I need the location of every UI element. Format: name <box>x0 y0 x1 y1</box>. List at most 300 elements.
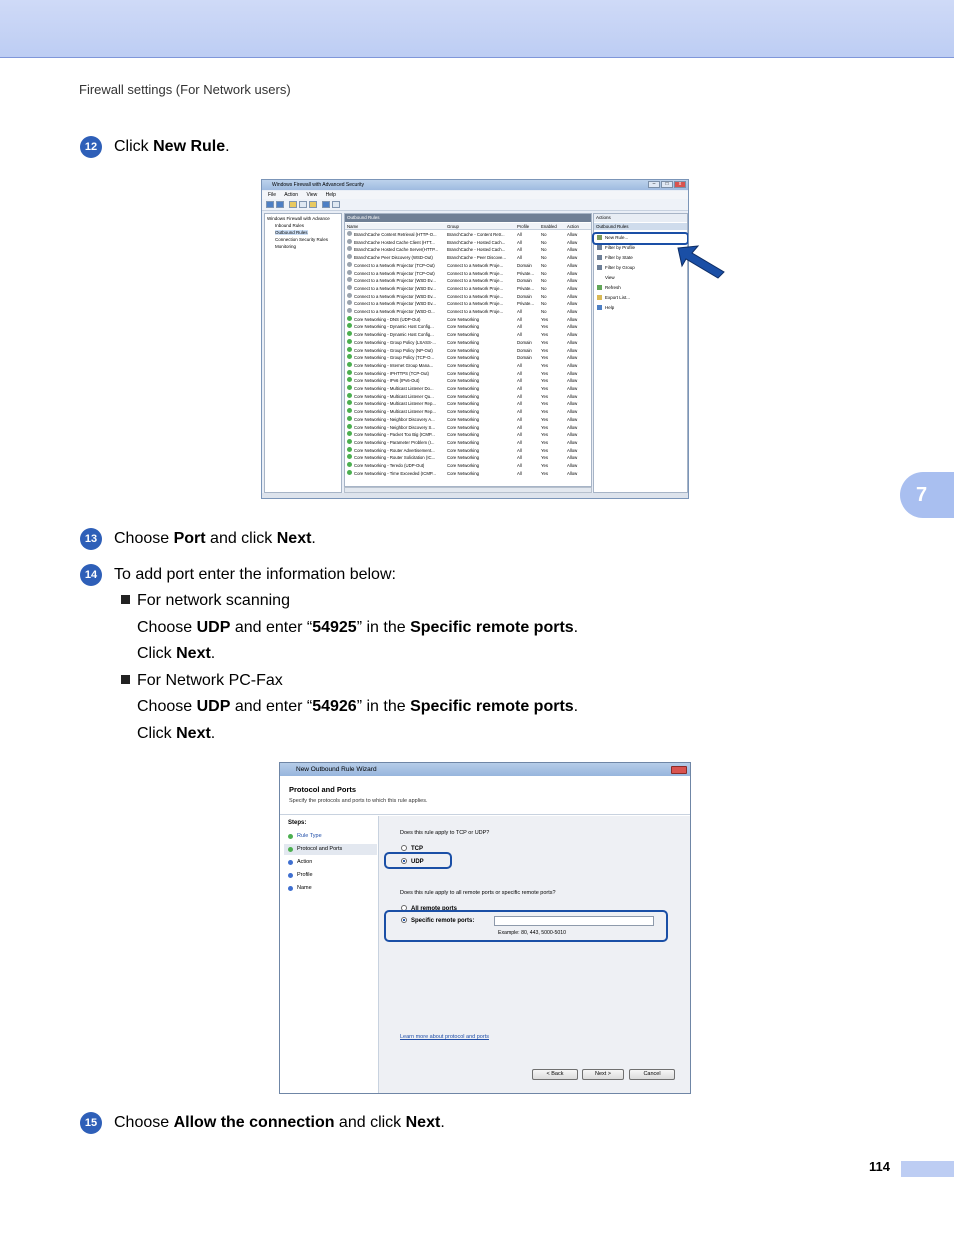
rule-enabled-icon <box>347 339 352 344</box>
table-cell: BranchCache Content Retrieval (HTTP-O... <box>354 232 437 237</box>
rule-enabled-icon <box>347 385 352 390</box>
table-cell: Core Networking <box>447 362 480 368</box>
table-cell: Allow <box>567 339 578 345</box>
table-cell: Yes <box>541 316 549 322</box>
table-cell: Allow <box>567 301 578 307</box>
rule-enabled-icon <box>347 462 352 467</box>
wizard-header <box>280 777 690 815</box>
table-row <box>345 424 591 432</box>
table-cell: All <box>517 424 522 430</box>
table-cell: Core Networking <box>447 409 480 415</box>
table-cell: Allow <box>567 439 578 445</box>
table-cell: All <box>517 393 522 399</box>
table-cell: Core Networking <box>447 355 480 361</box>
actions-title: Actions <box>594 214 687 222</box>
wizard-title: New Outbound Rule Wizard <box>280 763 690 776</box>
table-cell: All <box>517 447 522 453</box>
close-icon <box>671 766 687 774</box>
table-cell: Allow <box>567 447 578 453</box>
table-cell: Core Networking - IPHTTPS (TCP-Out) <box>354 370 429 376</box>
table-cell: Allow <box>567 324 578 330</box>
wizard-subheading: Specify the protocols and ports to which this rule applies. <box>289 798 428 804</box>
steps-label: Steps: <box>288 820 307 826</box>
table-row <box>345 416 591 424</box>
table-cell: Yes <box>541 370 549 376</box>
grid-icon <box>299 201 307 208</box>
table-cell: Connect to a Network Proje... <box>447 262 504 268</box>
action-help: Help <box>597 305 614 310</box>
table-cell: BranchCache - Content Retr... <box>447 232 505 237</box>
column-profile: Profile <box>517 224 530 229</box>
table-cell: Core Networking - Group Policy (TCP-O... <box>354 355 434 361</box>
table-row <box>345 400 591 408</box>
rule-enabled-icon <box>347 454 352 459</box>
panel-icon <box>332 201 340 208</box>
table-cell: Allow <box>567 378 578 384</box>
page-number-band <box>901 1161 954 1177</box>
table-row <box>345 300 591 308</box>
bullet-icon <box>121 595 130 604</box>
table-cell: No <box>541 285 547 291</box>
table-cell: Core Networking <box>447 416 480 422</box>
wizard-step-profile: Profile <box>284 870 377 881</box>
step-text: Click New Rule. <box>114 138 230 155</box>
toolbar <box>262 199 688 211</box>
table-cell: Core Networking <box>447 470 480 476</box>
column-enabled: Enabled <box>541 224 557 229</box>
chapter-tab: 7 <box>900 472 954 518</box>
table-cell: Core Networking <box>447 447 480 453</box>
table-row <box>345 454 591 462</box>
table-cell: Domain <box>517 278 532 284</box>
table-cell: Core Networking - DNS (UDP-Out) <box>354 316 421 322</box>
rules-panel-title: Outbound Rules <box>345 214 591 222</box>
next-button: Next > <box>582 1069 624 1080</box>
table-cell: Allow <box>567 332 578 338</box>
table-cell: All <box>517 409 522 415</box>
rule-disabled-icon <box>347 300 352 305</box>
table-cell: Yes <box>541 347 549 353</box>
action-filter-state: Filter by State <box>597 255 633 260</box>
maximize-icon: □ <box>661 181 673 188</box>
table-cell: Yes <box>541 432 549 438</box>
rule-enabled-icon <box>347 377 352 382</box>
table-cell: Yes <box>541 416 549 422</box>
rule-enabled-icon <box>347 323 352 328</box>
table-cell: All <box>517 316 522 322</box>
tree-outbound-rules: Outbound Rules <box>275 230 308 235</box>
table-cell: Allow <box>567 309 578 314</box>
table-cell: No <box>541 247 547 253</box>
table-cell: Domain <box>517 355 532 361</box>
table-cell: Allow <box>567 424 578 430</box>
table-cell: Allow <box>567 232 578 237</box>
back-icon <box>266 201 274 208</box>
table-cell: Allow <box>567 463 578 468</box>
table-row <box>345 447 591 455</box>
table-cell: Connect to a Network Proje... <box>447 285 504 291</box>
table-cell: Private... <box>517 301 534 307</box>
table-cell: Core Networking - Internet Group Mana... <box>354 362 434 368</box>
table-cell: BranchCache Peer Discovery (WSD-Out) <box>354 255 433 261</box>
step-text: To add port enter the information below: <box>114 566 396 583</box>
table-cell: Core Networking - Group Policy (LSASS-... <box>354 339 436 345</box>
step-number: 14 <box>80 564 102 586</box>
table-cell: Yes <box>541 324 549 330</box>
table-cell: Connect to a Network Projector (WSD Ev... <box>354 301 436 307</box>
rule-enabled-icon <box>347 439 352 444</box>
rules-panel <box>344 213 592 487</box>
table-cell: Core Networking <box>447 378 480 384</box>
rule-enabled-icon <box>347 470 352 475</box>
table-row <box>345 270 591 278</box>
table-row <box>345 385 591 393</box>
action-refresh: Refresh <box>597 285 621 290</box>
table-cell: Core Networking <box>447 455 480 461</box>
table-row <box>345 323 591 331</box>
pointer-arrow-icon <box>676 244 726 280</box>
status-bar <box>262 493 688 498</box>
table-cell: All <box>517 370 522 376</box>
table-row <box>345 239 591 247</box>
table-cell: Connect to a Network Proje... <box>447 270 504 276</box>
table-cell: Core Networking - Router Advertisement... <box>354 447 435 453</box>
minimize-icon: – <box>648 181 660 188</box>
table-cell: Allow <box>567 316 578 322</box>
rule-disabled-icon <box>347 239 352 244</box>
step-number: 15 <box>80 1112 102 1134</box>
table-cell: Connect to a Network Proje... <box>447 278 504 284</box>
table-cell: All <box>517 239 522 245</box>
rule-enabled-icon <box>347 408 352 413</box>
table-cell: Core Networking - Group Policy (NP-Out) <box>354 347 433 353</box>
menu-view: View <box>306 192 318 198</box>
table-cell: Yes <box>541 393 549 399</box>
table-cell: Core Networking - Time Exceeded (ICMP... <box>354 470 436 476</box>
table-cell: No <box>541 262 547 268</box>
rule-enabled-icon <box>347 362 352 367</box>
table-cell: All <box>517 386 522 391</box>
scanning-click-next: Click Next. <box>137 645 216 662</box>
radio-all-remote-ports: All remote ports <box>401 905 457 912</box>
rule-disabled-icon <box>347 231 352 236</box>
table-row <box>345 339 591 347</box>
table-cell: Allow <box>567 247 578 253</box>
window-title: Windows Firewall with Advanced Security <box>262 180 688 190</box>
rule-enabled-icon <box>347 331 352 336</box>
table-cell: Core Networking <box>447 324 480 330</box>
table-cell: All <box>517 247 522 253</box>
table-cell: Allow <box>567 278 578 284</box>
table-cell: Allow <box>567 455 578 461</box>
scanning-instruction: Choose UDP and enter “54925” in the Specific remote ports. <box>137 619 579 636</box>
page-top-band <box>0 0 954 58</box>
radio-tcp-icon <box>401 845 407 851</box>
table-cell: Yes <box>541 339 549 345</box>
table-cell: Allow <box>567 401 578 407</box>
pcfax-click-next: Click Next. <box>137 725 216 742</box>
table-cell: Private... <box>517 285 534 291</box>
help-icon <box>322 201 330 208</box>
rule-disabled-icon <box>347 262 352 267</box>
table-cell: Allow <box>567 416 578 422</box>
table-cell: Core Networking - Multicast Listener Rep... <box>354 401 436 407</box>
table-row <box>345 277 591 285</box>
table-cell: BranchCache - Hosted Cach... <box>447 239 506 245</box>
menu-help: Help <box>325 192 336 198</box>
rule-disabled-icon <box>347 293 352 298</box>
table-cell: Yes <box>541 455 549 461</box>
table-cell: Allow <box>567 470 578 476</box>
table-cell: Yes <box>541 447 549 453</box>
wizard-step-name: Name <box>284 883 377 894</box>
table-row <box>345 316 591 324</box>
table-cell: Core Networking <box>447 370 480 376</box>
table-cell: Allow <box>567 393 578 399</box>
table-cell: Core Networking <box>447 347 480 353</box>
table-row <box>345 408 591 416</box>
table-cell: Allow <box>567 255 578 261</box>
table-cell: No <box>541 239 547 245</box>
question-remote-ports: Does this rule apply to all remote ports or specific remote ports? <box>400 890 556 896</box>
table-cell: No <box>541 293 547 299</box>
table-cell: Connect to a Network Projector (TCP-Out) <box>354 262 435 268</box>
table-row <box>345 308 591 316</box>
table-cell: Allow <box>567 370 578 376</box>
table-row <box>345 262 591 270</box>
table-cell: Allow <box>567 262 578 268</box>
table-cell: Core Networking - Teredo (UDP-Out) <box>354 463 425 468</box>
rule-enabled-icon <box>347 316 352 321</box>
table-cell: Allow <box>567 386 578 391</box>
action-filter-group: Filter by Group <box>597 265 635 270</box>
table-row <box>345 331 591 339</box>
export-icon <box>309 201 317 208</box>
rule-enabled-icon <box>347 447 352 452</box>
table-row <box>345 246 591 254</box>
table-cell: Yes <box>541 409 549 415</box>
firewall-window-screenshot <box>261 179 689 499</box>
table-cell: Allow <box>567 362 578 368</box>
rule-disabled-icon <box>347 277 352 282</box>
table-cell: Connect to a Network Projector (WSD Ev... <box>354 285 436 291</box>
table-cell: Domain <box>517 347 532 353</box>
table-cell: Core Networking - Packet Too Big (ICMP... <box>354 432 435 438</box>
tree-connection-security: Connection Security Rules <box>275 237 329 242</box>
cancel-button: Cancel <box>629 1069 675 1080</box>
table-cell: Allow <box>567 270 578 276</box>
table-cell: Connect to a Network Projector (TCP-Out) <box>354 270 435 276</box>
table-cell: Core Networking <box>447 332 480 338</box>
table-cell: Allow <box>567 239 578 245</box>
table-cell: Yes <box>541 332 549 338</box>
table-cell: Allow <box>567 347 578 353</box>
table-cell: BranchCache Hosted Cache Client (HTT... <box>354 239 435 245</box>
bullet-network-pc-fax: For Network PC-Fax <box>121 671 283 691</box>
rule-enabled-icon <box>347 424 352 429</box>
rule-enabled-icon <box>347 431 352 436</box>
table-row <box>345 439 591 447</box>
rule-enabled-icon <box>347 370 352 375</box>
table-row <box>345 254 591 262</box>
table-cell: Core Networking - Dynamic Host Config... <box>354 332 434 338</box>
menu-action: Action <box>284 192 299 198</box>
table-cell: Core Networking <box>447 316 480 322</box>
table-row <box>345 362 591 370</box>
table-cell: Yes <box>541 470 549 476</box>
table-row <box>345 393 591 401</box>
table-cell: Core Networking - Dynamic Host Config... <box>354 324 434 330</box>
actions-pane <box>593 213 688 493</box>
table-cell: No <box>541 309 547 314</box>
folder-icon <box>289 201 297 208</box>
rule-disabled-icon <box>347 254 352 259</box>
action-filter-profile: Filter by Profile <box>597 245 635 250</box>
table-cell: Allow <box>567 409 578 415</box>
table-cell: No <box>541 232 547 237</box>
table-cell: Domain <box>517 293 532 299</box>
table-cell: Yes <box>541 355 549 361</box>
table-cell: Core Networking <box>447 386 480 391</box>
table-cell: Connect to a Network Proje... <box>447 309 504 314</box>
column-group: Group <box>447 224 459 229</box>
specific-ports-highlight <box>384 910 668 942</box>
table-cell: No <box>541 270 547 276</box>
table-cell: No <box>541 255 547 261</box>
table-cell: Core Networking - Neighbor Discovery S... <box>354 424 435 430</box>
action-new-rule: New Rule... <box>597 235 628 240</box>
table-cell: Allow <box>567 293 578 299</box>
bullet-icon <box>121 675 130 684</box>
table-cell: All <box>517 362 522 368</box>
table-cell: Core Networking - Multicast Listener Qu... <box>354 393 434 399</box>
step-text: Choose Port and click Next. <box>114 530 316 547</box>
table-cell: Core Networking - Neighbor Discovery A... <box>354 416 435 422</box>
table-cell: Yes <box>541 463 549 468</box>
table-cell: Connect to a Network Projector (WSD-O... <box>354 309 435 314</box>
ports-example: Example: 80, 443, 5000-5010 <box>498 930 567 936</box>
tree-monitoring: Monitoring <box>275 244 297 249</box>
table-row <box>345 285 591 293</box>
table-cell: All <box>517 255 522 261</box>
table-cell: Core Networking - Parameter Problem (I... <box>354 439 435 445</box>
table-cell: Yes <box>541 362 549 368</box>
rule-enabled-icon <box>347 347 352 352</box>
table-cell: Domain <box>517 262 532 268</box>
table-row <box>345 293 591 301</box>
table-cell: All <box>517 324 522 330</box>
table-cell: Domain <box>517 339 532 345</box>
table-cell: Allow <box>567 285 578 291</box>
rule-disabled-icon <box>347 308 352 313</box>
bullet-network-scanning: For network scanning <box>121 591 290 611</box>
rule-enabled-icon <box>347 393 352 398</box>
rule-disabled-icon <box>347 270 352 275</box>
table-cell: All <box>517 463 522 468</box>
table-cell: Yes <box>541 439 549 445</box>
table-row <box>345 431 591 439</box>
table-cell: BranchCache - Peer Discove... <box>447 255 506 261</box>
rule-enabled-icon <box>347 354 352 359</box>
table-cell: All <box>517 432 522 438</box>
table-cell: Core Networking <box>447 439 480 445</box>
table-cell: All <box>517 378 522 384</box>
pcfax-instruction: Choose UDP and enter “54926” in the Specific remote ports. <box>137 698 579 715</box>
table-cell: Core Networking - Multicast Listener Rep... <box>354 409 436 415</box>
column-action: Action <box>567 224 579 229</box>
table-cell: All <box>517 309 522 314</box>
new-rule-highlight <box>592 232 689 245</box>
table-cell: Core Networking - IPv6 (IPv6-Out) <box>354 378 420 384</box>
menu-file: File <box>268 192 277 198</box>
table-cell: Core Networking - Multicast Listener Do... <box>354 386 434 391</box>
table-row <box>345 231 591 239</box>
udp-highlight <box>384 852 452 869</box>
actions-subtitle: Outbound Rules <box>594 223 687 230</box>
tree-root: Windows Firewall with Advance <box>267 216 330 221</box>
table-cell: Core Networking <box>447 424 480 430</box>
table-cell: BranchCache Hosted Cache Server(HTTP... <box>354 247 438 253</box>
table-cell: Connect to a Network Projector (WSD Ev... <box>354 293 436 299</box>
step-number: 12 <box>80 136 102 158</box>
rule-enabled-icon <box>347 400 352 405</box>
wizard-step-rule-type: Rule Type <box>284 831 377 842</box>
table-cell: All <box>517 416 522 422</box>
table-cell: All <box>517 470 522 476</box>
learn-more-link: Learn more about protocol and ports <box>400 1034 489 1040</box>
step-text: Choose Allow the connection and click Next. <box>114 1114 445 1131</box>
table-cell: All <box>517 332 522 338</box>
rule-enabled-icon <box>347 416 352 421</box>
table-row <box>345 462 591 470</box>
table-cell: Core Networking <box>447 393 480 399</box>
window-controls <box>648 181 686 188</box>
table-cell: All <box>517 232 522 237</box>
table-row <box>345 347 591 355</box>
tree-inbound-rules: Inbound Rules <box>275 223 305 228</box>
table-cell: Core Networking <box>447 432 480 438</box>
rule-disabled-icon <box>347 285 352 290</box>
navigation-tree <box>264 213 342 493</box>
table-cell: Connect to a Network Proje... <box>447 293 504 299</box>
table-cell: Private... <box>517 270 534 276</box>
table-row <box>345 370 591 378</box>
table-cell: Allow <box>567 355 578 361</box>
wizard-heading: Protocol and Ports <box>289 785 357 794</box>
table-cell: Connect to a Network Proje... <box>447 301 504 307</box>
table-cell: All <box>517 455 522 461</box>
close-icon: x <box>674 181 686 188</box>
table-cell: Yes <box>541 386 549 391</box>
rule-disabled-icon <box>347 246 352 251</box>
action-view: View <box>605 275 615 280</box>
action-export-list: Export List... <box>597 295 630 300</box>
table-row <box>345 377 591 385</box>
radio-specific-remote-ports: Specific remote ports: <box>401 917 474 924</box>
table-row <box>345 470 591 478</box>
column-name: Name <box>347 224 359 229</box>
table-cell: Yes <box>541 401 549 407</box>
wizard-step-action: Action <box>284 857 377 868</box>
table-cell: Core Networking <box>447 401 480 407</box>
table-cell: Yes <box>541 378 549 384</box>
table-cell: No <box>541 301 547 307</box>
wizard-step-protocol-ports: Protocol and Ports <box>284 844 377 855</box>
table-cell: BranchCache - Hosted Cach... <box>447 247 506 253</box>
table-cell: No <box>541 278 547 284</box>
menu-bar <box>262 191 688 199</box>
table-cell: Core Networking <box>447 339 480 345</box>
